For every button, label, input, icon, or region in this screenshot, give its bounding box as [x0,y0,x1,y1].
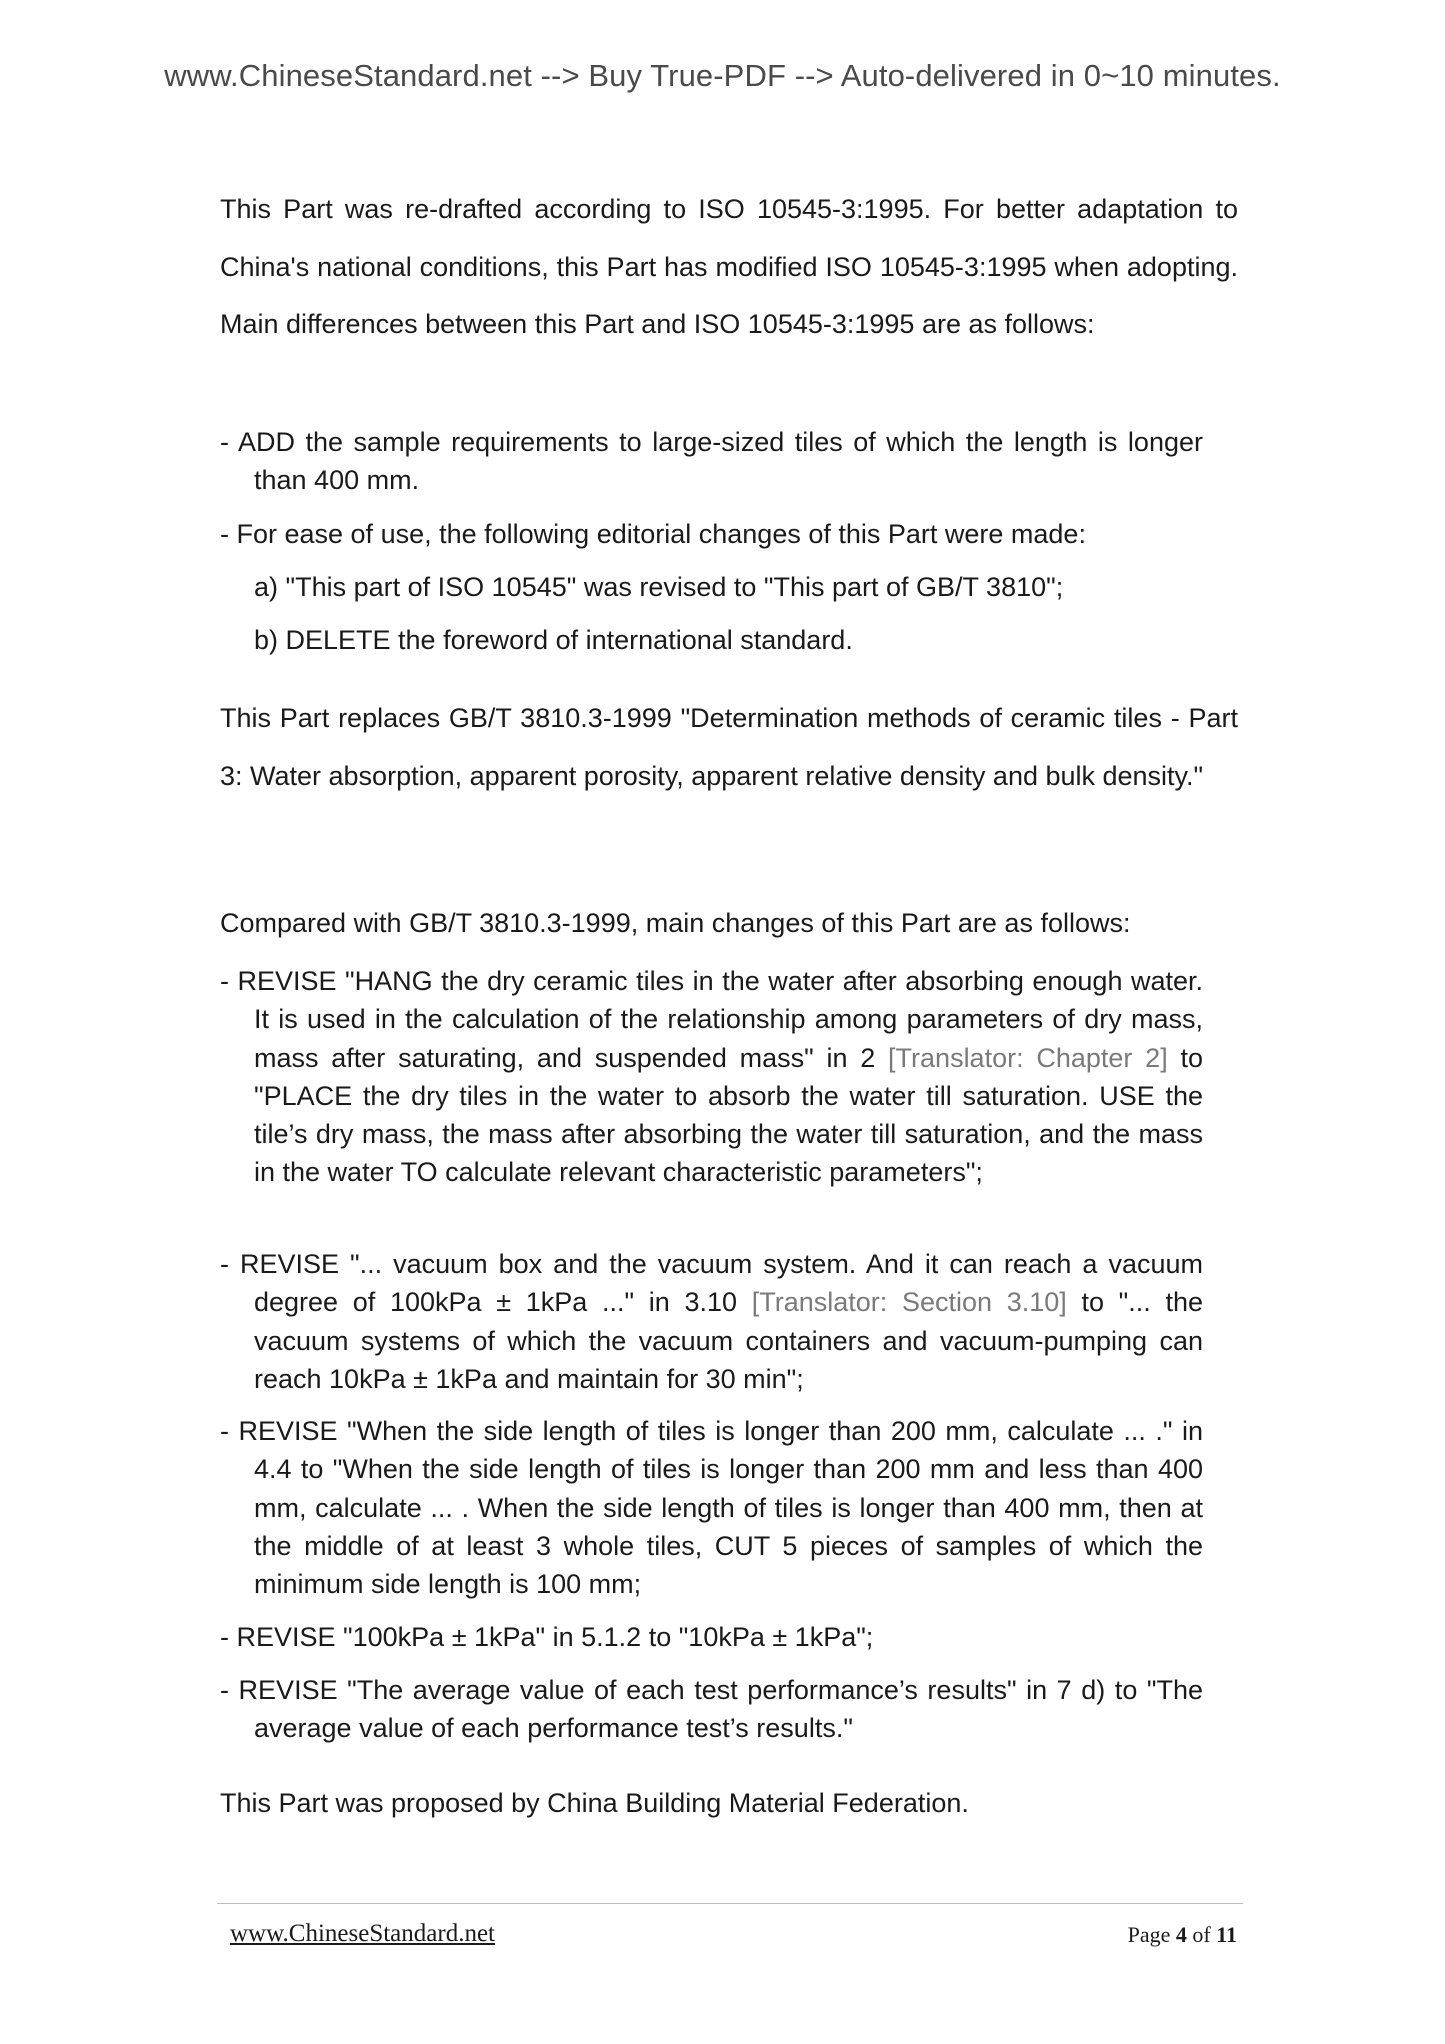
paragraph-adoption: This Part was re-drafted according to ISO 10545-3:1995. For better adaptation to China's national conditions, this Part has modified ISO 10545-3:1995 when adopting. Main differences between this Part and ISO 10545-3:1995 are as follows: [220,194,1238,339]
list-subitem-b: b) DELETE the foreword of international standard. [254,625,853,655]
list-subitem-a: a) "This part of ISO 10545" was revised to "This part of GB/T 3810"; [254,572,1064,602]
page-total: 11 [1216,1922,1237,1947]
change-2-text: - REVISE "... vacuum box and the vacuum system. And it can reach a vacuum degree of 100kPa ± 1kPa ..." in 3.10 [220,1249,1203,1318]
paragraph-replaces: This Part replaces GB/T 3810.3-1999 "Determination methods of ceramic tiles - Part 3: Water absorption, apparent porosity, apparent relative density and bulk density." [220,703,1238,791]
page-current: 4 [1175,1922,1187,1947]
page-of-label: of [1192,1922,1211,1947]
header-banner: www.ChineseStandard.net --> Buy True-PDF --> Auto-delivered in 0~10 minutes. [164,58,1281,93]
list-item-diff-1: - ADD the sample requirements to large-sized tiles of which the length is longer than 400 mm. [220,427,1203,496]
footer-divider [217,1903,1243,1904]
list-item-change-5: - REVISE "The average value of each test performance’s results" in 7 d) to "The average value of each performance test’s results." [220,1675,1203,1744]
list-item-change-3: - REVISE "When the side length of tiles is longer than 200 mm, calculate ... ." in 4.4 to "When the side length of tiles is longer than 200 mm and less than 400 mm, calculate ... . When the side length of tiles is longer than 400 mm, then at the middle of at least 3 whole tiles, CUT 5 pieces of samples of which the minimum side length is 100 mm; [220,1416,1203,1600]
change-2-text-cont: to "... the vacuum systems of which the vacuum containers and vacuum-pumping can reach 10kPa ± 1kPa and maintain for 30 min"; [254,1287,1204,1394]
page-label: Page [1127,1922,1171,1947]
list-item-change-2 [185,1245,1203,1398]
page-number [1128,1922,1237,1948]
change-1-text: - REVISE "HANG the dry ceramic tiles in the water after absorbing enough water. It is used in the calculation of the relationship among parameters of dry mass, mass after saturating, and suspended mass" in 2 [220,966,1203,1073]
change-1-text-cont: to "PLACE the dry tiles in the water to absorb the water till saturation. USE the tile’s dry mass, the mass after absorbing the water till saturation, and the mass in the water TO calculate relevant characteristic parameters"; [254,1042,1203,1188]
list-item-diff-2: - For ease of use, the following editorial changes of this Part were made: [220,519,1086,549]
paragraph-compared: Compared with GB/T 3810.3-1999, main changes of this Part are as follows: [220,908,1131,938]
translator-note: [Translator: Chapter 2] [888,1042,1168,1073]
footer-site-link[interactable]: www.ChineseStandard.net [230,1920,495,1947]
list-item-change-1 [185,962,1203,1192]
paragraph-proposed: This Part was proposed by China Building Material Federation. [220,1788,969,1818]
list-item-change-4: - REVISE "100kPa ± 1kPa" in 5.1.2 to "10kPa ± 1kPa"; [220,1622,874,1652]
translator-note: [Translator: Section 3.10] [751,1287,1067,1318]
